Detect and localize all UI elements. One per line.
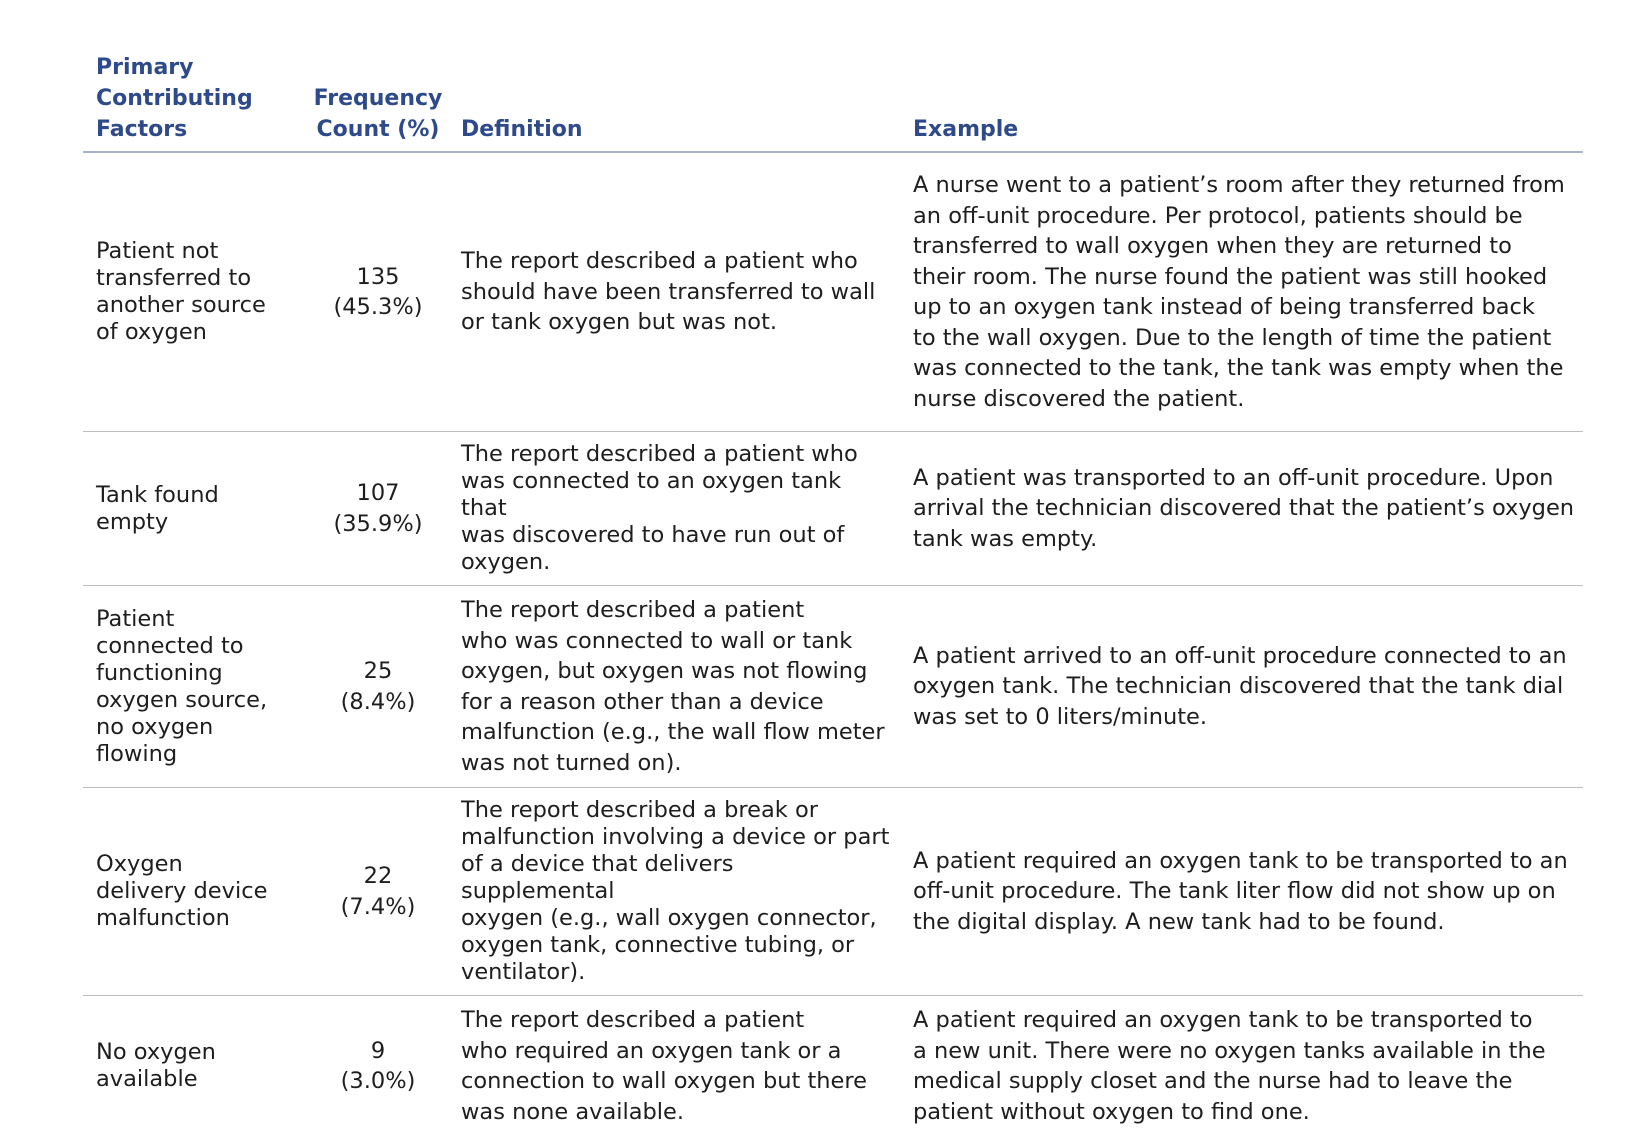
factor-line: oxygen source, <box>96 687 300 714</box>
frequency-cell <box>308 152 448 432</box>
example-line: patient without oxygen to find one. <box>913 1097 1575 1128</box>
frequency-count: 135 <box>308 262 448 293</box>
example-cell <box>900 432 1583 586</box>
table-row <box>83 152 1583 432</box>
factor-cell <box>83 432 308 586</box>
factor-line: functioning <box>96 660 300 687</box>
definition-line: The report described a patient <box>461 1005 892 1036</box>
definition-line: who required an oxygen tank or a <box>461 1036 892 1067</box>
definition-line: was connected to an oxygen tank that <box>461 468 892 522</box>
definition-line: malfunction (e.g., the wall flow meter <box>461 717 892 748</box>
definition-cell <box>448 996 900 1136</box>
example-line: was connected to the tank, the tank was empty when the <box>913 353 1575 384</box>
factor-cell <box>83 152 308 432</box>
frequency-count: 25 <box>308 656 448 687</box>
header-definition: Definition <box>448 52 900 152</box>
frequency-cell <box>308 996 448 1136</box>
contributing-factors-table <box>83 52 1583 1136</box>
definition-line: oxygen (e.g., wall oxygen connector, <box>461 905 892 932</box>
table-row <box>83 788 1583 996</box>
header-factors-line: Factors <box>96 114 298 145</box>
definition-line: oxygen tank, connective tubing, or <box>461 932 892 959</box>
definition-line: or tank oxygen but was not. <box>461 307 892 338</box>
example-line: A patient required an oxygen tank to be transported to <box>913 1005 1575 1036</box>
example-line: to the wall oxygen. Due to the length of time the patient <box>913 323 1575 354</box>
header-primary-contributing-factors <box>83 52 308 152</box>
frequency-cell <box>308 586 448 788</box>
example-line: an off-unit procedure. Per protocol, patients should be <box>913 201 1575 232</box>
definition-cell <box>448 152 900 432</box>
example-line: up to an oxygen tank instead of being transferred back <box>913 292 1575 323</box>
example-line: A patient arrived to an off-unit procedure connected to an <box>913 641 1575 672</box>
header-frequency-line: Frequency <box>308 83 448 114</box>
factor-line: flowing <box>96 741 300 768</box>
frequency-percent: (8.4%) <box>308 687 448 718</box>
factor-line: Patient <box>96 606 300 633</box>
frequency-count: 107 <box>308 478 448 509</box>
definition-line: for a reason other than a device <box>461 687 892 718</box>
factor-line: empty <box>96 509 300 536</box>
definition-line: The report described a patient <box>461 595 892 626</box>
definition-line: The report described a break or <box>461 797 892 824</box>
frequency-count: 9 <box>308 1036 448 1067</box>
example-line: A nurse went to a patient’s room after they returned from <box>913 170 1575 201</box>
definition-line: was not turned on). <box>461 748 892 779</box>
example-cell <box>900 788 1583 996</box>
factor-line: malfunction <box>96 905 300 932</box>
definition-line: who was connected to wall or tank <box>461 626 892 657</box>
definition-line: The report described a patient who <box>461 441 892 468</box>
example-line: a new unit. There were no oxygen tanks available in the <box>913 1036 1575 1067</box>
factor-cell <box>83 996 308 1136</box>
example-line: nurse discovered the patient. <box>913 384 1575 415</box>
factor-cell <box>83 788 308 996</box>
frequency-cell <box>308 432 448 586</box>
example-line: oxygen tank. The technician discovered that the tank dial <box>913 671 1575 702</box>
example-line: A patient was transported to an off-unit procedure. Upon <box>913 463 1575 494</box>
definition-line: The report described a patient who <box>461 246 892 277</box>
factor-line: transferred to <box>96 265 300 292</box>
definition-line: was none available. <box>461 1097 892 1128</box>
frequency-cell <box>308 788 448 996</box>
factor-line: available <box>96 1066 300 1093</box>
header-example: Example <box>900 52 1583 152</box>
definition-line: malfunction involving a device or part <box>461 824 892 851</box>
factor-line: delivery device <box>96 878 300 905</box>
table-body <box>83 152 1583 1136</box>
definition-cell <box>448 432 900 586</box>
example-cell <box>900 996 1583 1136</box>
definition-line: of a device that delivers supplemental <box>461 851 892 905</box>
example-cell <box>900 586 1583 788</box>
definition-cell <box>448 586 900 788</box>
contributing-factors-table-container <box>83 52 1583 1136</box>
example-line: their room. The nurse found the patient was still hooked <box>913 262 1575 293</box>
example-line: the digital display. A new tank had to be found. <box>913 907 1575 938</box>
header-factors-line: Contributing <box>96 83 298 114</box>
example-line: off-unit procedure. The tank liter flow did not show up on <box>913 876 1575 907</box>
header-frequency-line: Count (%) <box>308 114 448 145</box>
example-line: transferred to wall oxygen when they are returned to <box>913 231 1575 262</box>
table-row <box>83 586 1583 788</box>
table-header <box>83 52 1583 152</box>
header-row <box>83 52 1583 152</box>
example-line: was set to 0 liters/minute. <box>913 702 1575 733</box>
factor-line: Patient not <box>96 238 300 265</box>
example-line: A patient required an oxygen tank to be transported to an <box>913 846 1575 877</box>
frequency-percent: (35.9%) <box>308 509 448 540</box>
header-factors-line: Primary <box>96 52 298 83</box>
definition-line: should have been transferred to wall <box>461 277 892 308</box>
table-row <box>83 432 1583 586</box>
definition-cell <box>448 788 900 996</box>
factor-line: no oxygen <box>96 714 300 741</box>
example-line: medical supply closet and the nurse had to leave the <box>913 1066 1575 1097</box>
table-row <box>83 996 1583 1136</box>
factor-line: Oxygen <box>96 851 300 878</box>
definition-line: oxygen, but oxygen was not flowing <box>461 656 892 687</box>
definition-line: was discovered to have run out of <box>461 522 892 549</box>
example-line: arrival the technician discovered that the patient’s oxygen <box>913 493 1575 524</box>
example-cell <box>900 152 1583 432</box>
factor-line: another source <box>96 292 300 319</box>
frequency-percent: (7.4%) <box>308 892 448 923</box>
example-line: tank was empty. <box>913 524 1575 555</box>
factor-line: No oxygen <box>96 1039 300 1066</box>
factor-cell <box>83 586 308 788</box>
frequency-percent: (3.0%) <box>308 1066 448 1097</box>
header-frequency-count <box>308 52 448 152</box>
factor-line: connected to <box>96 633 300 660</box>
frequency-percent: (45.3%) <box>308 292 448 323</box>
factor-line: of oxygen <box>96 319 300 346</box>
definition-line: oxygen. <box>461 549 892 576</box>
factor-line: Tank found <box>96 482 300 509</box>
definition-line: connection to wall oxygen but there <box>461 1066 892 1097</box>
frequency-count: 22 <box>308 861 448 892</box>
definition-line: ventilator). <box>461 959 892 986</box>
